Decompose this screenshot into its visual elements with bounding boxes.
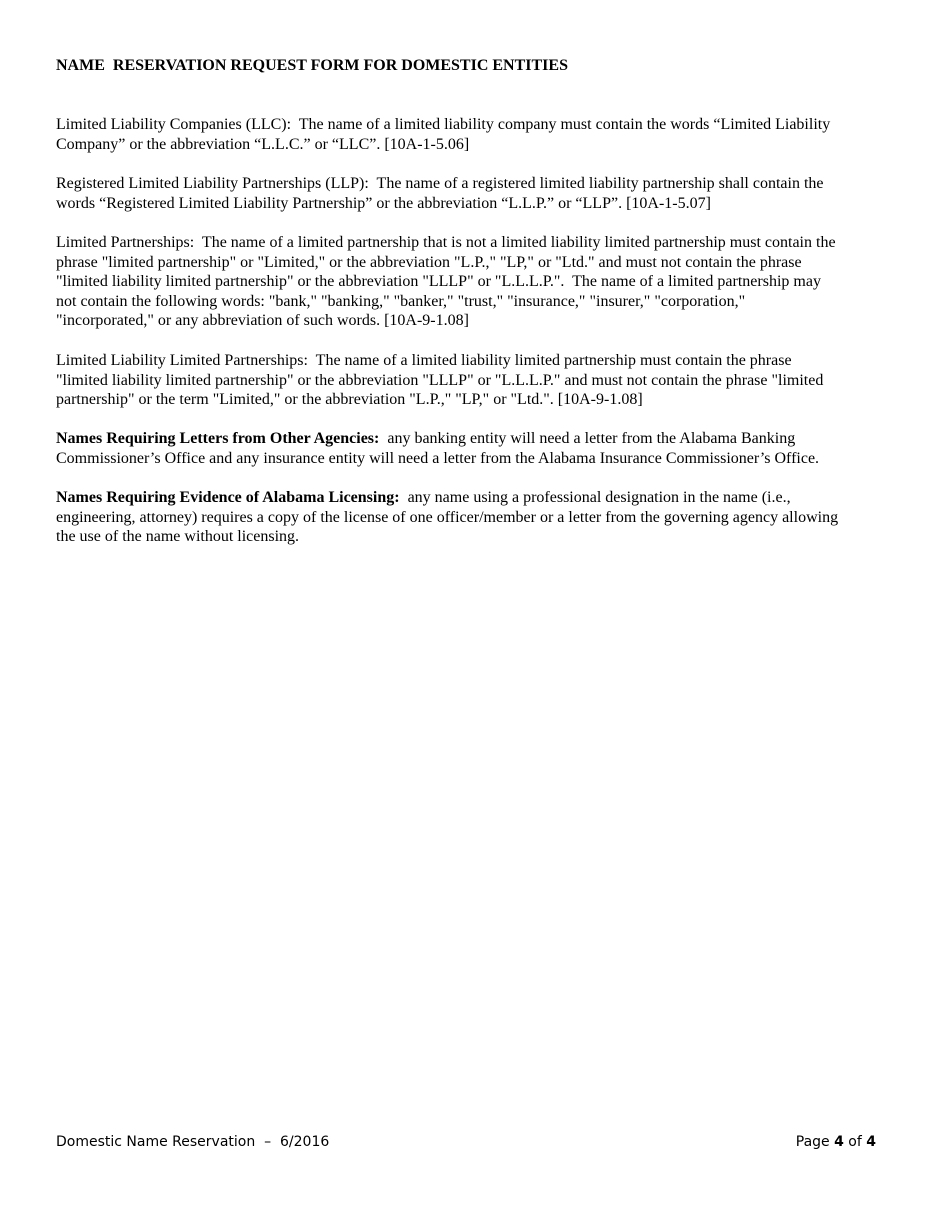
page-total: 4 (866, 1134, 876, 1150)
paragraph-letters-from-agencies (56, 429, 906, 468)
page-current: 4 (834, 1134, 844, 1150)
text-line: Registered Limited Liability Partnerships (LLP): The name of a registered limited liability partnership shall contain the (56, 175, 824, 192)
text-run: any banking entity will need a letter from the Alabama Banking (379, 430, 796, 447)
paragraph-alabama-licensing (56, 488, 906, 547)
text-line: Commissioner’s Office and any insurance entity will need a letter from the Alabama Insurance Commissioner’s Office. (56, 449, 820, 467)
footer-page-number (796, 1133, 876, 1151)
text-line: "incorporated," or any abbreviation of such words. [10A-9-1.08] (56, 312, 469, 329)
footer-document-label: Domestic Name Reservation – 6/2016 (56, 1134, 330, 1150)
page-label: Page (795, 1134, 835, 1150)
text-line: engineering, attorney) requires a copy of the license of one officer/member or a letter from the governing agency allowing (56, 508, 839, 526)
text-line: the use of the name without licensing. (56, 528, 300, 545)
bold-lead: Names Requiring Evidence of Alabama Licensing: (56, 489, 400, 506)
paragraph-llp (56, 174, 906, 213)
text-line (56, 429, 906, 449)
text-line: Limited Liability Companies (LLC): The name of a limited liability company must contain the words “Limited Liability (56, 116, 831, 133)
text-line: Limited Partnerships: The name of a limited partnership that is not a limited liability limited partnership must contain the (56, 234, 836, 251)
text-line: not contain the following words: "bank," "banking," "banker," "trust," "insurance," "insurer," "corporation," (56, 292, 746, 310)
page-of-label: of (843, 1134, 867, 1150)
bold-lead: Names Requiring Letters from Other Agencies: (56, 430, 380, 447)
text-line: words “Registered Limited Liability Partnership” or the abbreviation “L.L.P.” or “LLP”. [10A-1-5.07] (56, 194, 711, 212)
paragraph-lllp (56, 351, 906, 410)
paragraph-llc (56, 115, 906, 154)
text-line: Limited Liability Limited Partnerships: The name of a limited liability limited partnership must contain the phrase (56, 352, 792, 369)
page-title: NAME RESERVATION REQUEST FORM FOR DOMESTIC ENTITIES (56, 57, 568, 74)
text-line: Company” or the abbreviation “L.L.C.” or “LLC”. [10A-1-5.06] (56, 135, 470, 153)
text-line: partnership" or the term "Limited," or the abbreviation "L.P.," "LP," or "Ltd.". [10A-9-1.08] (56, 391, 643, 408)
text-line: phrase "limited partnership" or "Limited," or the abbreviation "L.P.," "LP," or "Ltd." and must not contain the phrase (56, 253, 802, 271)
paragraph-limited-partnerships (56, 233, 906, 331)
text-run: any name using a professional designation in the name (i.e., (399, 489, 791, 506)
text-line: "limited liability limited partnership" or the abbreviation "LLLP" or "L.L.L.P." and must not contain the phrase "limited (56, 371, 824, 389)
text-line (56, 488, 906, 508)
text-line: "limited liability limited partnership" or the abbreviation "LLLP" or "L.L.L.P.". The name of a limited partnership may (56, 273, 821, 290)
